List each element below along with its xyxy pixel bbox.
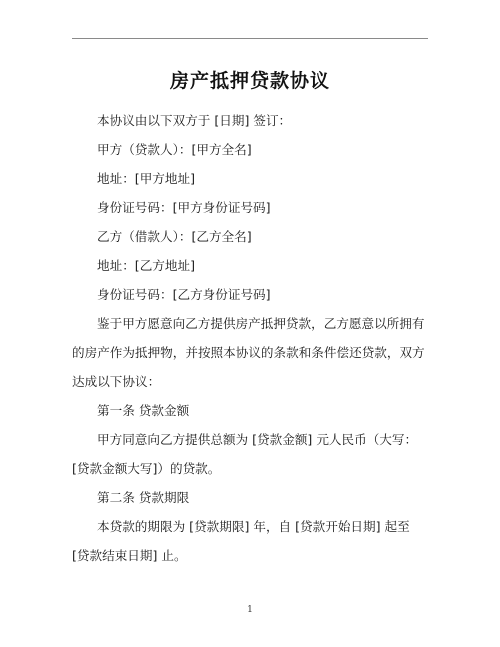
page-number: 1 xyxy=(247,605,253,615)
party-b-address: 地址：[乙方地址] xyxy=(97,258,195,273)
document-title: 房产抵押贷款协议 xyxy=(169,70,330,92)
article-1-text: 甲方同意向乙方提供总额为 [贷款金额] 元人民币（大写：[贷款金额大写]）的贷款。 xyxy=(72,432,418,476)
party-a-name: 甲方（贷款人）：[甲方全名] xyxy=(97,142,252,157)
article-2-heading: 第二条 贷款期限 xyxy=(97,490,190,505)
article-2-text: 本贷款的期限为 [贷款期限] 年，自 [贷款开始日期] 起至 [贷款结束日期] 止。 xyxy=(72,519,410,563)
article-1-heading: 第一条 贷款金额 xyxy=(97,403,190,418)
header-rule xyxy=(72,38,428,39)
party-b-name: 乙方（借款人）：[乙方全名] xyxy=(97,229,252,244)
party-a-address: 地址：[甲方地址] xyxy=(97,171,195,186)
party-a-id: 身份证号码：[甲方身份证号码] xyxy=(97,200,271,215)
recital-paragraph: 鉴于甲方愿意向乙方提供房产抵押贷款，乙方愿意以所拥有的房产作为抵押物，并按照本协议的条款和条件偿还贷款，双方达成以下协议： xyxy=(72,316,425,389)
intro-paragraph: 本协议由以下双方于 [日期] 签订： xyxy=(97,113,292,128)
party-b-id: 身份证号码：[乙方身份证号码] xyxy=(97,287,271,302)
document-body xyxy=(72,106,428,570)
